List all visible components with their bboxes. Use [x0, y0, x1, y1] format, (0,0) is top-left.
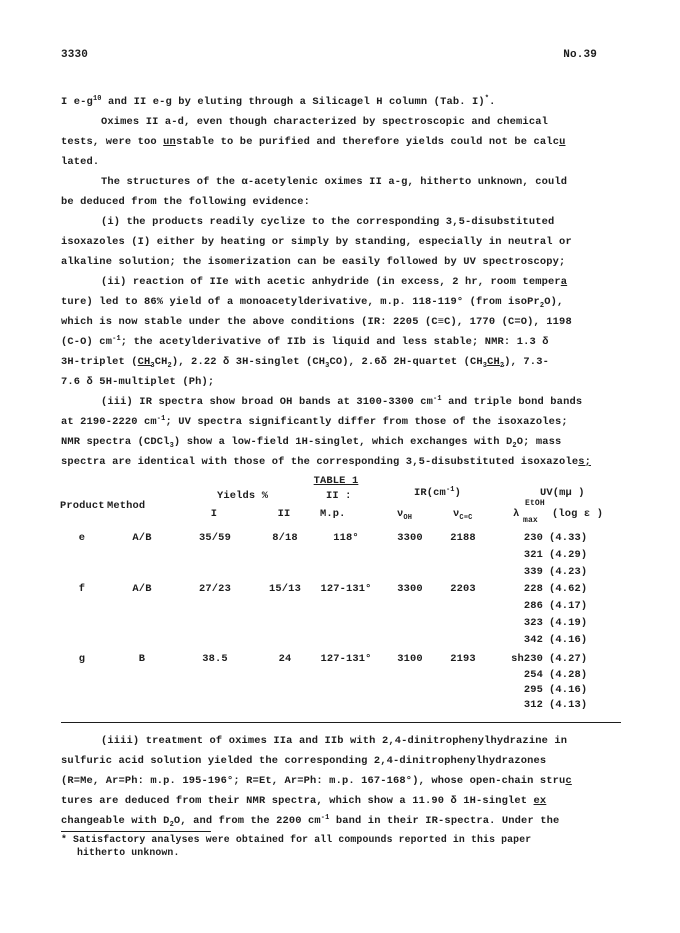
- cell-log-f-2: (4.17): [549, 600, 588, 612]
- cell-log-g-2: (4.28): [549, 669, 588, 681]
- cell-y2-e: 8/18: [272, 532, 298, 544]
- paragraph-2: The structures of the α-acetylenic oximes II a-g, hitherto unknown, could be deduced from the following evidence:: [61, 176, 568, 208]
- cell-log-e-2: (4.29): [549, 549, 588, 561]
- header-max: max: [523, 516, 538, 525]
- cell-uv-f-4: 342: [523, 634, 543, 646]
- header-ir: $IR(cm^{-1})$: [414, 486, 462, 499]
- cell-uv-e-3: 339: [523, 566, 543, 578]
- data-table: [60, 486, 621, 711]
- header-v-cc: $\nu_{C\equiv C}$: [453, 508, 473, 522]
- cell-product-e: e: [78, 532, 86, 544]
- table-bottom-rule: [61, 722, 621, 723]
- header-v-oh: $\nu_{OH}$: [397, 508, 413, 522]
- cell-log-f-3: (4.19): [549, 617, 588, 629]
- cell-log-e-3: (4.23): [549, 566, 588, 578]
- cell-cc-g: 2193: [450, 653, 476, 665]
- evidence-item-iii: (iii) IR spectra show broad OH bands at 3100-3300 $cm^{-1}$ and triple bond bands at 2190-2220 $cm^{-1}$; UV spectra significantly differ from those of the isoxazoles; NMR spectra (CDCl$_3$) show a low-field 1H-singlet, which exchanges with $D_2O$; mass spectra are identical with those of the corresponding 3,5-disubstituted isoxazoles;: [61, 395, 591, 468]
- cell-product-f: f: [78, 583, 86, 595]
- header-mp: M.p.: [320, 508, 346, 520]
- cell-y2-f: 15/13: [269, 583, 301, 595]
- header-product: Product: [60, 500, 105, 512]
- cell-y1-e: 35/59: [199, 532, 231, 544]
- cell-product-g: g: [78, 653, 86, 665]
- cell-method-g: B: [138, 653, 146, 665]
- page-number: 3330: [61, 49, 89, 61]
- footnote: * Satisfactory analyses were obtained for all compounds reported in this paper hitherto unknown.: [61, 834, 532, 858]
- header-ii: II :: [326, 490, 352, 502]
- cell-method-e: A/B: [132, 532, 152, 544]
- cell-uv-f-1: 228: [523, 583, 543, 595]
- evidence-item-ii: (ii) reaction of IIe with acetic anhydride (in excess, 2 hr, room tempera ture) led to 86% yield of a monoacetylderivative, m.p. 118-119° (from isoPr$_2$O), which is now stable under the above conditions (IR: 2205 (C≡C), 1770 (C=O), 1198 (C-O) $cm^{-1}$; the acetylderivative of IIb is liquid and less stable; NMR: 1.3 δ 3H-triplet $(CH_3CH_2)$, 2.22 δ 3H-singlet $(CH_3CO)$, 2.6δ 2H-quartet $(CH_3CH_2)$, 7.3- 7.6 δ 5H-multiplet (Ph);: [61, 276, 572, 388]
- cell-y2-g: 24: [278, 653, 292, 665]
- header-yield-i: I: [210, 508, 218, 520]
- cell-log-g-3: (4.16): [549, 684, 588, 696]
- cell-mp-g: 127-131°: [320, 653, 372, 665]
- header-lambda: λ: [513, 508, 520, 520]
- cell-cc-f: 2203: [450, 583, 476, 595]
- cell-log-f-4: (4.16): [549, 634, 588, 646]
- header-log-e: (log ε ): [552, 508, 604, 520]
- header-method: Method: [107, 500, 146, 512]
- cell-log-g-1: (4.27): [549, 653, 588, 665]
- evidence-item-i: (i) the products readily cyclize to the corresponding 3,5-disubstituted isoxazoles (I) either by heating or simply by standing, especially in neutral or alkaline solution; the isomerization can be easily followed by UV spectroscopy;: [61, 216, 572, 268]
- issue-number: No.39: [563, 49, 597, 61]
- footnote-rule: [61, 831, 211, 832]
- article-body: [61, 92, 621, 859]
- header-etoh: EtOH: [525, 499, 545, 508]
- paragraph-1: I $e-g^{10}$ and II e-g by eluting through a Silicagel H column (Tab. I)*. Oximes II a-d, even though characterized by spectroscopic and chemical tests, were too unstable to be purified and therefore yields could not be calcu lated.: [61, 95, 566, 168]
- cell-uv-e-1: 230: [523, 532, 543, 544]
- cell-mp-e: 118°: [333, 532, 359, 544]
- cell-oh-f: 3300: [397, 583, 423, 595]
- cell-y1-g: 38.5: [202, 653, 228, 665]
- cell-uv-g-1: sh230: [511, 653, 543, 665]
- cell-uv-f-3: 323: [523, 617, 543, 629]
- cell-log-f-1: (4.62): [549, 583, 588, 595]
- cell-cc-e: 2188: [450, 532, 476, 544]
- cell-log-e-1: (4.33): [549, 532, 588, 544]
- header-uv: UV(mμ ): [540, 487, 585, 499]
- cell-uv-e-2: 321: [523, 549, 543, 561]
- header-yield-ii: II: [277, 508, 291, 520]
- cell-method-f: A/B: [132, 583, 152, 595]
- cell-log-g-4: (4.13): [549, 699, 588, 711]
- cell-oh-g: 3100: [397, 653, 423, 665]
- evidence-item-iiii: (iiii) treatment of oximes IIa and IIb with 2,4-dinitrophenylhydrazine in sulfuric acid solution yielded the corresponding 2,4-dinitrophenylhydrazones (R=Me, Ar=Ph: m.p. 195-196°; R=Et, Ar=Ph: m.p. 167-168°), whose open-chain struc tures are deduced from their NMR spectra, which show a 11.90 δ 1H-singlet ex changeable with $D_2O$, and from the 2200 $cm^{-1}$ band in their IR-spectra. Under the: [61, 735, 572, 829]
- cell-mp-f: 127-131°: [320, 583, 372, 595]
- header-yields: Yields %: [217, 490, 269, 502]
- cell-y1-f: 27/23: [199, 583, 231, 595]
- cell-uv-g-2: 254: [523, 669, 543, 681]
- cell-uv-g-4: 312: [523, 699, 543, 711]
- table-title: TABLE 1: [313, 475, 359, 487]
- cell-oh-e: 3300: [397, 532, 423, 544]
- cell-uv-f-2: 286: [523, 600, 543, 612]
- cell-uv-g-3: 295: [523, 684, 543, 696]
